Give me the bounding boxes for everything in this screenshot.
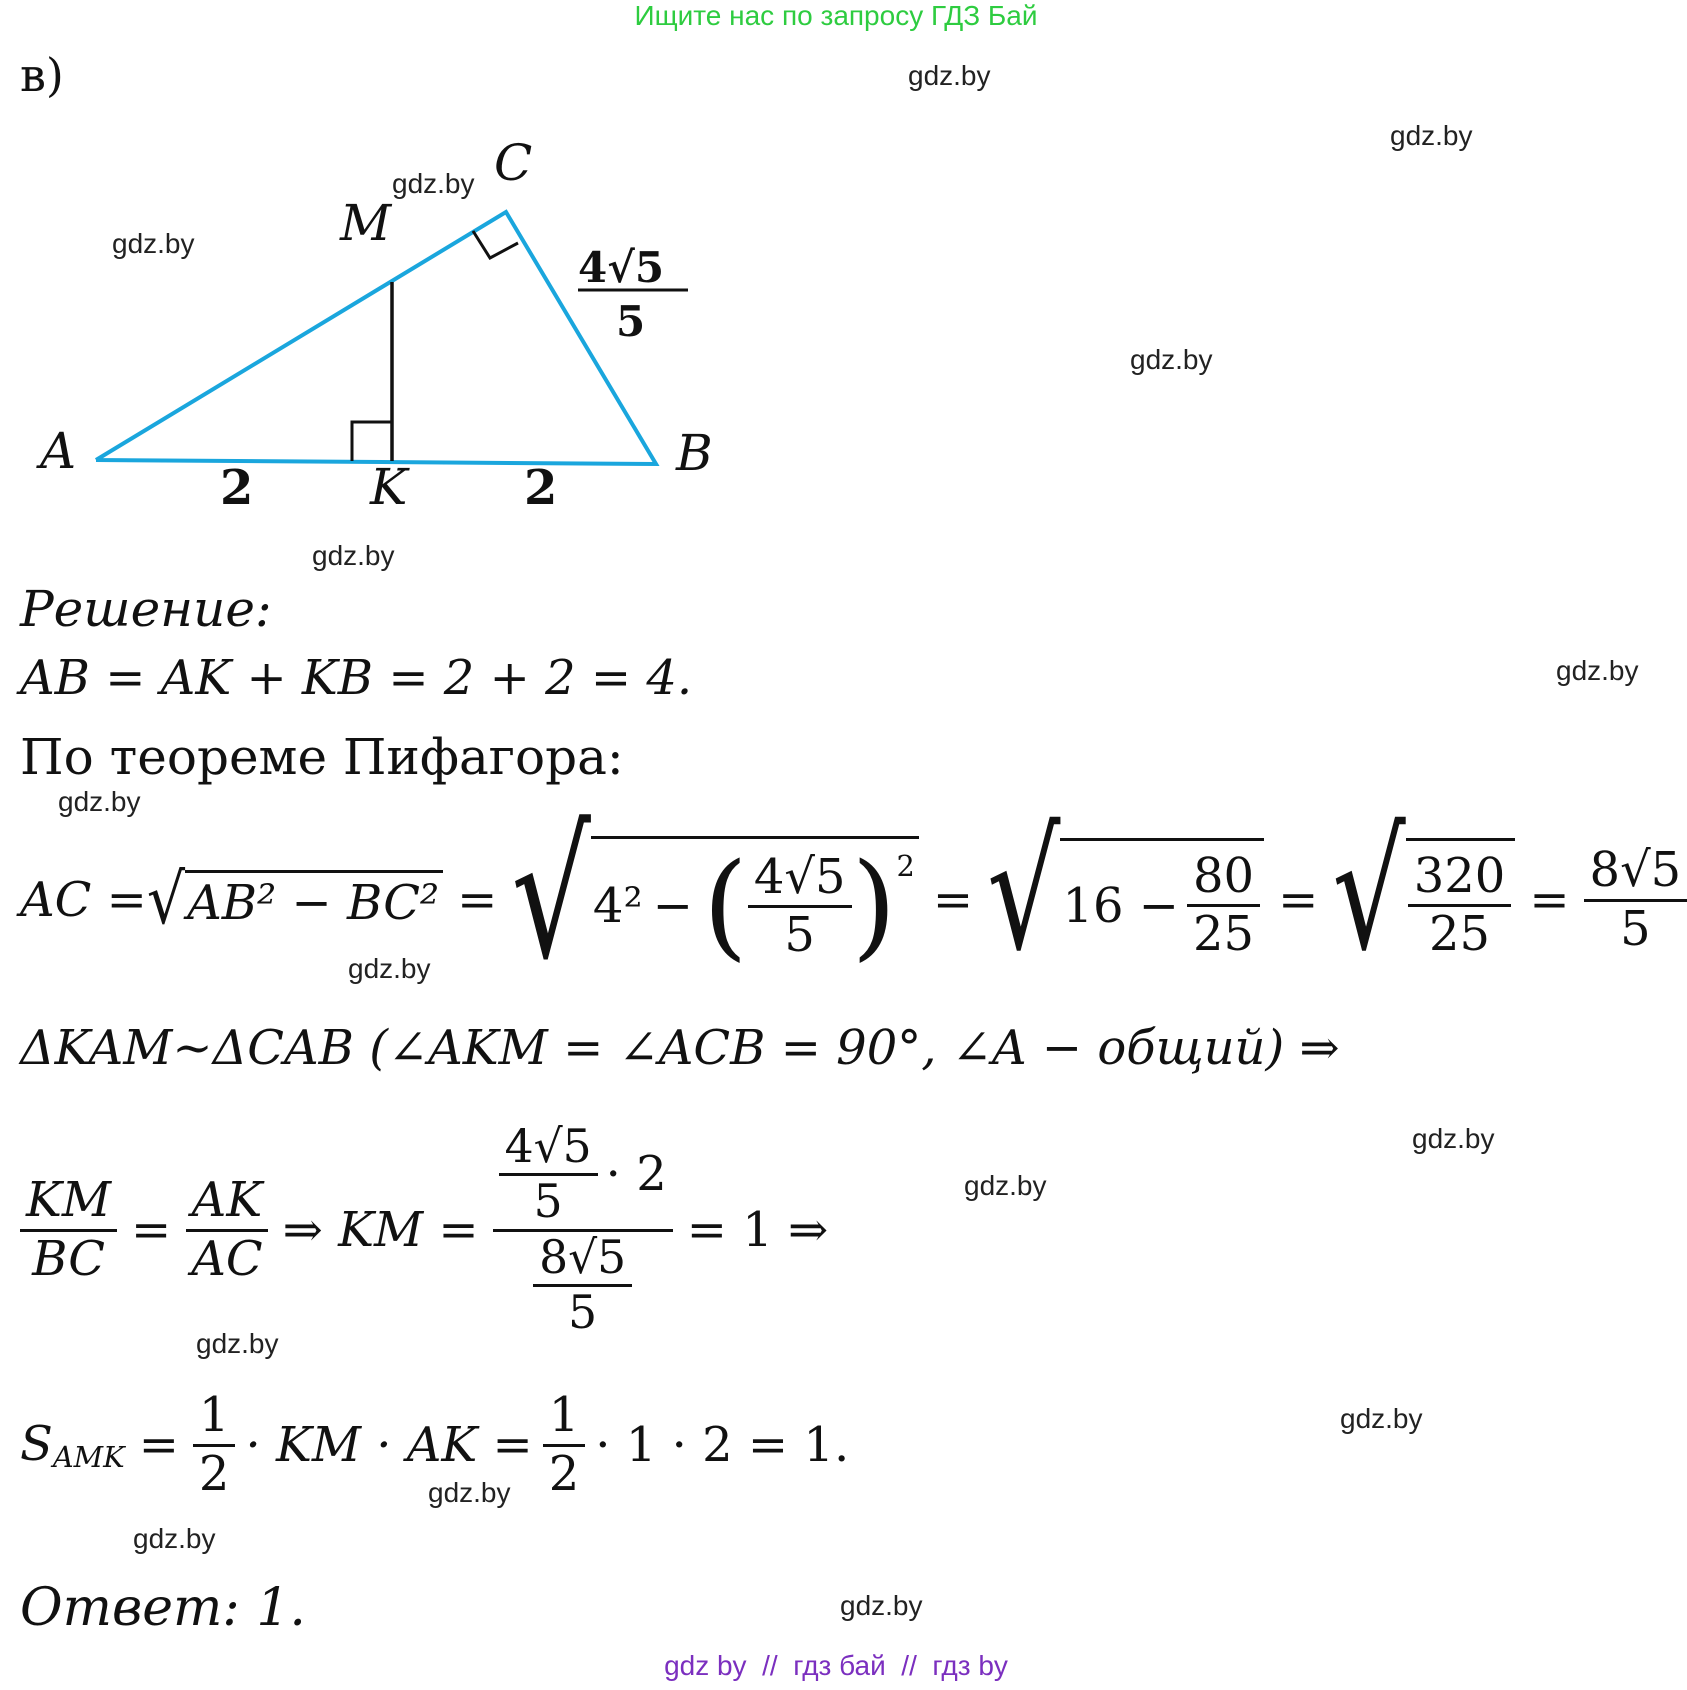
vertex-a: A	[40, 422, 77, 480]
footer-links[interactable]: gdz by // гдз бай // гдз by	[664, 1650, 1008, 1681]
sqrt-third: √ 16 − $\frac{80}{25}$	[987, 838, 1264, 962]
watermark: gdz.by	[1130, 344, 1213, 375]
side-bc-den: 5	[616, 297, 646, 346]
ac-result: $\frac{8√5}{5}$	[1584, 843, 1687, 956]
ac-lhs: AC =	[20, 872, 147, 928]
watermark: gdz.by	[908, 60, 991, 91]
eq-1: =	[457, 872, 498, 928]
triangle-figure	[0, 134, 760, 540]
side-bc-num: 4√5	[578, 243, 665, 292]
watermark: gdz.by	[1340, 1403, 1423, 1434]
vertex-k: K	[370, 458, 408, 516]
line-ab: AB = AK + KB = 2 + 2 = 4.	[20, 650, 693, 706]
area-equation: $S_{AMK}$ = $\frac{1}{2}$ · KM · AK = $\frac{1}{2}$ · 1 · 2 = 1.	[20, 1387, 850, 1502]
side-kb-label: 2	[524, 460, 558, 516]
vertex-b: B	[676, 424, 713, 482]
watermark: gdz.by	[392, 168, 475, 199]
watermark: gdz.by	[1412, 1123, 1495, 1154]
watermark: gdz.by	[964, 1170, 1047, 1201]
big-fraction: $\frac{4√5}{5}$ · 2 $\frac{8√5}{5}$	[493, 1121, 673, 1340]
ac-equation: AC = √ AB² − BC² = √ 4² − ( $\frac{4√5}{5}$ ) 2 = √ 16 − $\frac{80}{25}$ = √ $\frac{320}{25}$ = $\frac{8√5}{5}$	[20, 800, 1687, 1000]
watermark: gdz.by	[348, 953, 431, 984]
sqrt-ab-bc: √ AB² − BC²	[147, 870, 443, 931]
sqrt-second: √ 4² − ( $\frac{4√5}{5}$ ) 2	[511, 836, 918, 964]
watermark: gdz.by	[428, 1477, 511, 1508]
answer: Ответ: 1.	[20, 1578, 306, 1638]
watermark: gdz.by	[312, 540, 395, 571]
ratio-equation: $\frac{KM}{BC}$ = $\frac{AK}{AC}$ ⇒ KM = $\frac{4√5}{5}$ · 2 $\frac{8√5}{5}$ = 1 ⇒	[20, 1100, 828, 1360]
watermark: gdz.by	[133, 1523, 216, 1554]
similarity-line: ΔKAM~ΔCAB (∠AKM = ∠ACB = 90°, ∠A − общий) ⇒	[20, 1020, 1340, 1076]
watermark: gdz.by	[58, 786, 141, 817]
watermark: gdz.by	[112, 228, 195, 259]
top-banner[interactable]: Ищите нас по запросу ГДЗ Бай	[634, 0, 1038, 31]
side-ak-label: 2	[220, 460, 254, 516]
vertex-c: C	[494, 134, 533, 192]
sqrt-fourth: √ $\frac{320}{25}$	[1332, 838, 1515, 962]
solution-heading: Решение:	[20, 580, 272, 638]
right-angle-mark-c	[473, 231, 518, 258]
watermark: gdz.by	[196, 1328, 279, 1359]
watermark: gdz.by	[1556, 655, 1639, 686]
watermark: gdz.by	[840, 1590, 923, 1621]
pythagoras-text: По теореме Пифагора:	[20, 728, 624, 786]
vertex-m: M	[340, 194, 392, 252]
problem-label: в)	[20, 48, 64, 102]
watermark: gdz.by	[1390, 120, 1473, 151]
right-angle-mark-k	[352, 422, 392, 461]
